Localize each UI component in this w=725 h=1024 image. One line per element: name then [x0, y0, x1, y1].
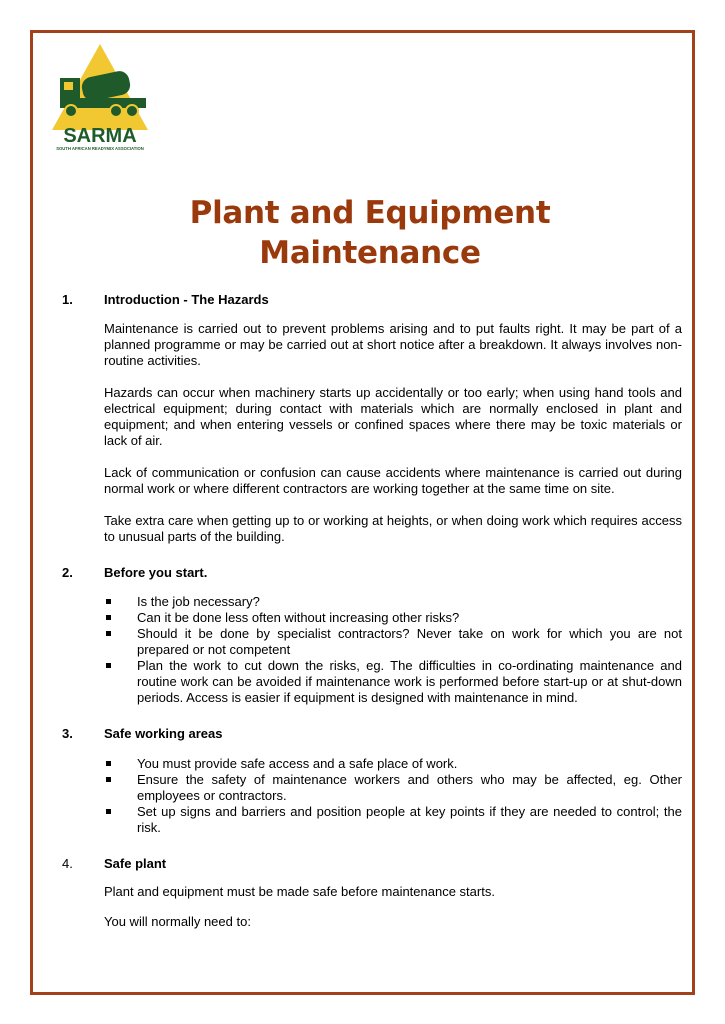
list-item-text: Plan the work to cut down the risks, eg. The difficulties in co-ordinating maintenance and routine work can be avoided if maintenance work is performed before start-up or at shut-down periods. Access is easier if equipment is designed with maintenance in mind. [137, 658, 682, 705]
list-item [104, 658, 682, 706]
title-line-2: Maintenance [259, 235, 481, 271]
paragraph: You will normally need to: [104, 914, 251, 929]
list-item-text: Can it be done less often without increasing other risks? [137, 610, 460, 625]
title-line-1: Plant and Equipment [189, 195, 551, 231]
section-number: 2. [62, 565, 73, 580]
document-body [62, 292, 682, 930]
list-item [104, 626, 682, 658]
svg-text:SOUTH AFRICAN READYMIX ASSOCIA: SOUTH AFRICAN READYMIX ASSOCIATION [56, 146, 144, 151]
section-heading: Introduction - The Hazards [104, 292, 269, 307]
list-item-text: Set up signs and barriers and position people at key points if they are needed to control; the risk. [137, 804, 682, 835]
paragraph: Hazards can occur when machinery starts up accidentally or too early; when using hand tools and electrical equipment; during contact with materials which are normally enclosed in plant and equipment; and when entering vessels or confined spaces where there may be toxic materials or lack of air. [104, 385, 682, 448]
list-item-text: Should it be done by specialist contractors? Never take on work for which you are not prepared or not competent [137, 626, 682, 657]
bullet-list [104, 756, 682, 836]
section-number: 1. [62, 292, 73, 307]
bullet-list [104, 594, 682, 706]
section-safe-plant [62, 856, 682, 930]
list-item-text: Is the job necessary? [137, 594, 260, 609]
list-item [104, 804, 682, 836]
paragraph: Plant and equipment must be made safe before maintenance starts. [104, 884, 495, 899]
paragraph: Maintenance is carried out to prevent problems arising and to put faults right. It may be part of a planned programme or may be carried out at short notice after a breakdown. It always involves non-routine activities. [104, 321, 682, 368]
list-item-text: Ensure the safety of maintenance workers and others who may be affected, eg. Other employees or contractors. [137, 772, 682, 803]
section-before-you-start [62, 565, 682, 706]
section-safe-working-areas [62, 726, 682, 836]
list-item-text: You must provide safe access and a safe place of work. [137, 756, 458, 771]
section-heading: Before you start. [104, 565, 208, 580]
list-item [104, 610, 682, 626]
section-number: 3. [62, 726, 73, 741]
list-item [104, 594, 682, 610]
sarma-logo [44, 42, 156, 152]
paragraph: Take extra care when getting up to or working at heights, or when doing work which requires access to unusual parts of the building. [104, 513, 682, 544]
section-heading: Safe plant [104, 856, 167, 871]
list-item [104, 756, 682, 772]
page-title [0, 193, 725, 273]
section-introduction [62, 292, 682, 545]
list-item [104, 772, 682, 804]
section-number: 4. [62, 856, 73, 871]
paragraph: Lack of communication or confusion can cause accidents where maintenance is carried out during normal work or where different contractors are working together at the same time on site. [104, 465, 682, 496]
section-heading: Safe working areas [104, 726, 223, 741]
svg-text:SARMA: SARMA [63, 125, 137, 147]
